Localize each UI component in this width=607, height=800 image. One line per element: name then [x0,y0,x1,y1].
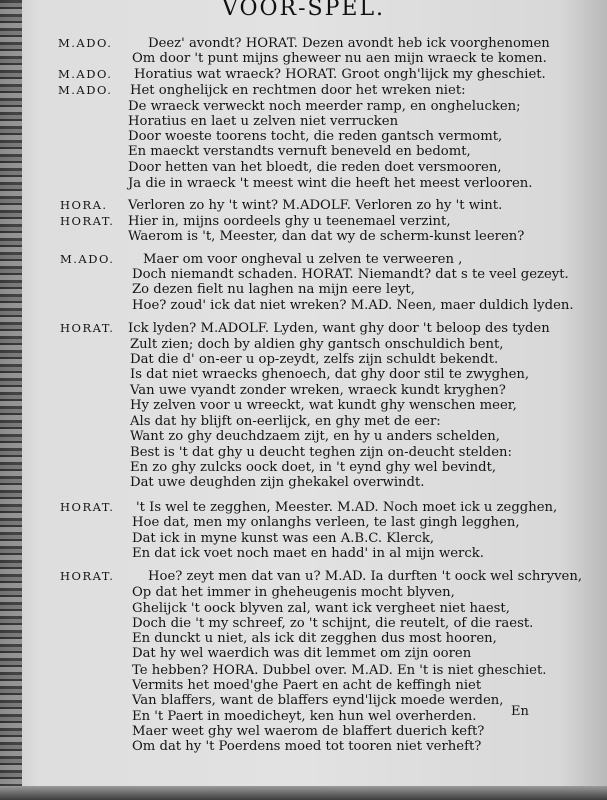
verse-line: Dat die d' on-eer u op-zeydt, zelfs zijn schuldt bekendt. [130,352,499,367]
verse-line: Zult zien; doch by aldien ghy gantsch onschuldich bent, [130,337,504,352]
verse-line: Op dat het immer in gheheugenis mocht blyven, [132,585,455,600]
speaker-label: HORAT. [60,321,115,335]
catchword: En [511,704,529,719]
verse-line: Ghelijck 't oock blyven zal, want ick vergheet niet haest, [132,601,510,616]
verse-line: Hy zelven voor u wreeckt, wat kundt ghy wenschen meer, [130,398,517,413]
verse-line: Van blaffers, want de blaffers eynd'lijck moede werden, [132,693,504,708]
verse-line: Vermits het moed'ghe Paert en acht de keffingh niet [132,678,482,693]
verse-line: Waerom is 't, Meester, dan dat wy de scherm-kunst leeren? [128,229,525,244]
verse-line: Deez' avondt? HORAT. Dezen avondt heb ick voorghenomen [148,36,550,51]
verse-line: Hier in, mijns oordeels ghy u teenemael verzint, [128,214,451,229]
running-head: VOOR-SPEL. [221,0,386,21]
verse-line: Doch die 't my schreef, zo 't schijnt, die reutelt, of die raest. [132,616,534,631]
speaker-label: M.ADO. [58,36,113,50]
verse-line: Hoe? zeyt men dat van u? M.AD. Ia durften 't oock wel schryven, [148,569,583,584]
verse-line: 't Is wel te zegghen, Meester. M.AD. Noch moet ick u zegghen, [136,500,558,515]
verse-line: Ja die in wraeck 't meest wint die heeft het meest verlooren. [128,176,533,191]
verse-line: Horatius wat wraeck? HORAT. Groot ongh'lijck my gheschiet. [134,67,546,82]
verse-line: Te hebben? HORA. Dubbel over. M.AD. En 't is niet gheschiet. [132,663,547,678]
verse-line: Om dat hy 't Poerdens moed tot tooren niet verheft? [132,739,482,754]
speaker-label: M.ADO. [60,252,115,266]
speaker-label: HORA. [60,198,108,212]
verse-line: Hoe dat, men my onlanghs verleen, te last gingh legghen, [132,515,520,530]
verse-line: Het onghelijck en rechtmen door het wreken niet: [130,83,466,98]
verse-line: Is dat niet wraecks ghenoech, dat ghy door stil te zwyghen, [130,367,530,382]
verse-line: Dat hy wel waerdich was dit lemmet om zijn ooren [132,646,472,661]
verse-line: Hoe? zoud' ick dat niet wreken? M.AD. Neen, maer duldich lyden. [132,298,574,313]
verse-line: Dat ick in myne kunst was een A.B.C. Klerck, [132,531,435,546]
verse-line: Door hetten van het bloedt, die reden doet versmooren, [128,160,502,175]
verse-line: En zo ghy zulcks oock doet, in 't eynd ghy wel bevindt, [130,460,497,475]
verse-line: En 't Paert in moedicheyt, ken hun wel overherden. [132,709,477,724]
verse-line: Verloren zo hy 't wint? M.ADOLF. Verloren zo hy 't wint. [128,198,503,213]
speaker-label: HORAT. [60,214,115,228]
verse-line: Best is 't dat ghy u deucht teghen zijn on-deucht stelden: [130,445,512,460]
verse-line: Door woeste toorens tocht, die reden gantsch vermomt, [128,129,503,144]
verse-line: Want zo ghy deuchdzaem zijt, en hy u anders schelden, [130,429,500,444]
speaker-label: M.ADO. [58,67,113,81]
speaker-label: HORAT. [60,569,115,583]
verse-line: En dat ick voet noch maet en hadd' in al mijn werck. [132,546,484,561]
verse-line: Horatius en laet u zelven niet verrucken [128,114,399,129]
verse-line: Doch niemandt schaden. HORAT. Niemandt? dat s te veel gezeyt. [132,267,569,282]
verse-line: Maer om voor ongheval u zelven te verweeren , [143,252,463,267]
verse-line: Zo dezen fielt nu laghen na mijn eere leyt, [132,282,415,297]
verse-line: De wraeck verweckt noch meerder ramp, en onghelucken; [128,99,521,114]
verse-line: Van uwe vyandt zonder wreken, wraeck kundt kryghen? [130,383,506,398]
speaker-label: M.ADO. [58,83,113,97]
verse-line: Om door 't punt mijns gheweer nu aen mijn wraeck te komen. [132,51,547,66]
verse-line: En maeckt verstandts vernuft beneveld en bedomt, [128,144,471,159]
page-edge-left [0,0,22,800]
verse-line: Maer weet ghy wel waerom de blaffert duerich keft? [132,724,485,739]
speaker-label: HORAT. [60,500,115,514]
verse-line: En dunckt u niet, als ick dit zegghen dus most hooren, [132,631,497,646]
page-edge-bottom [0,786,607,800]
verse-line: Ick lyden? M.ADOLF. Lyden, want ghy door 't beloop des tyden [128,321,550,336]
verse-line: Als dat hy blijft on-eerlijck, en ghy met de eer: [130,414,441,429]
verse-line: Dat uwe deughden zijn ghekakel overwindt. [130,475,425,490]
